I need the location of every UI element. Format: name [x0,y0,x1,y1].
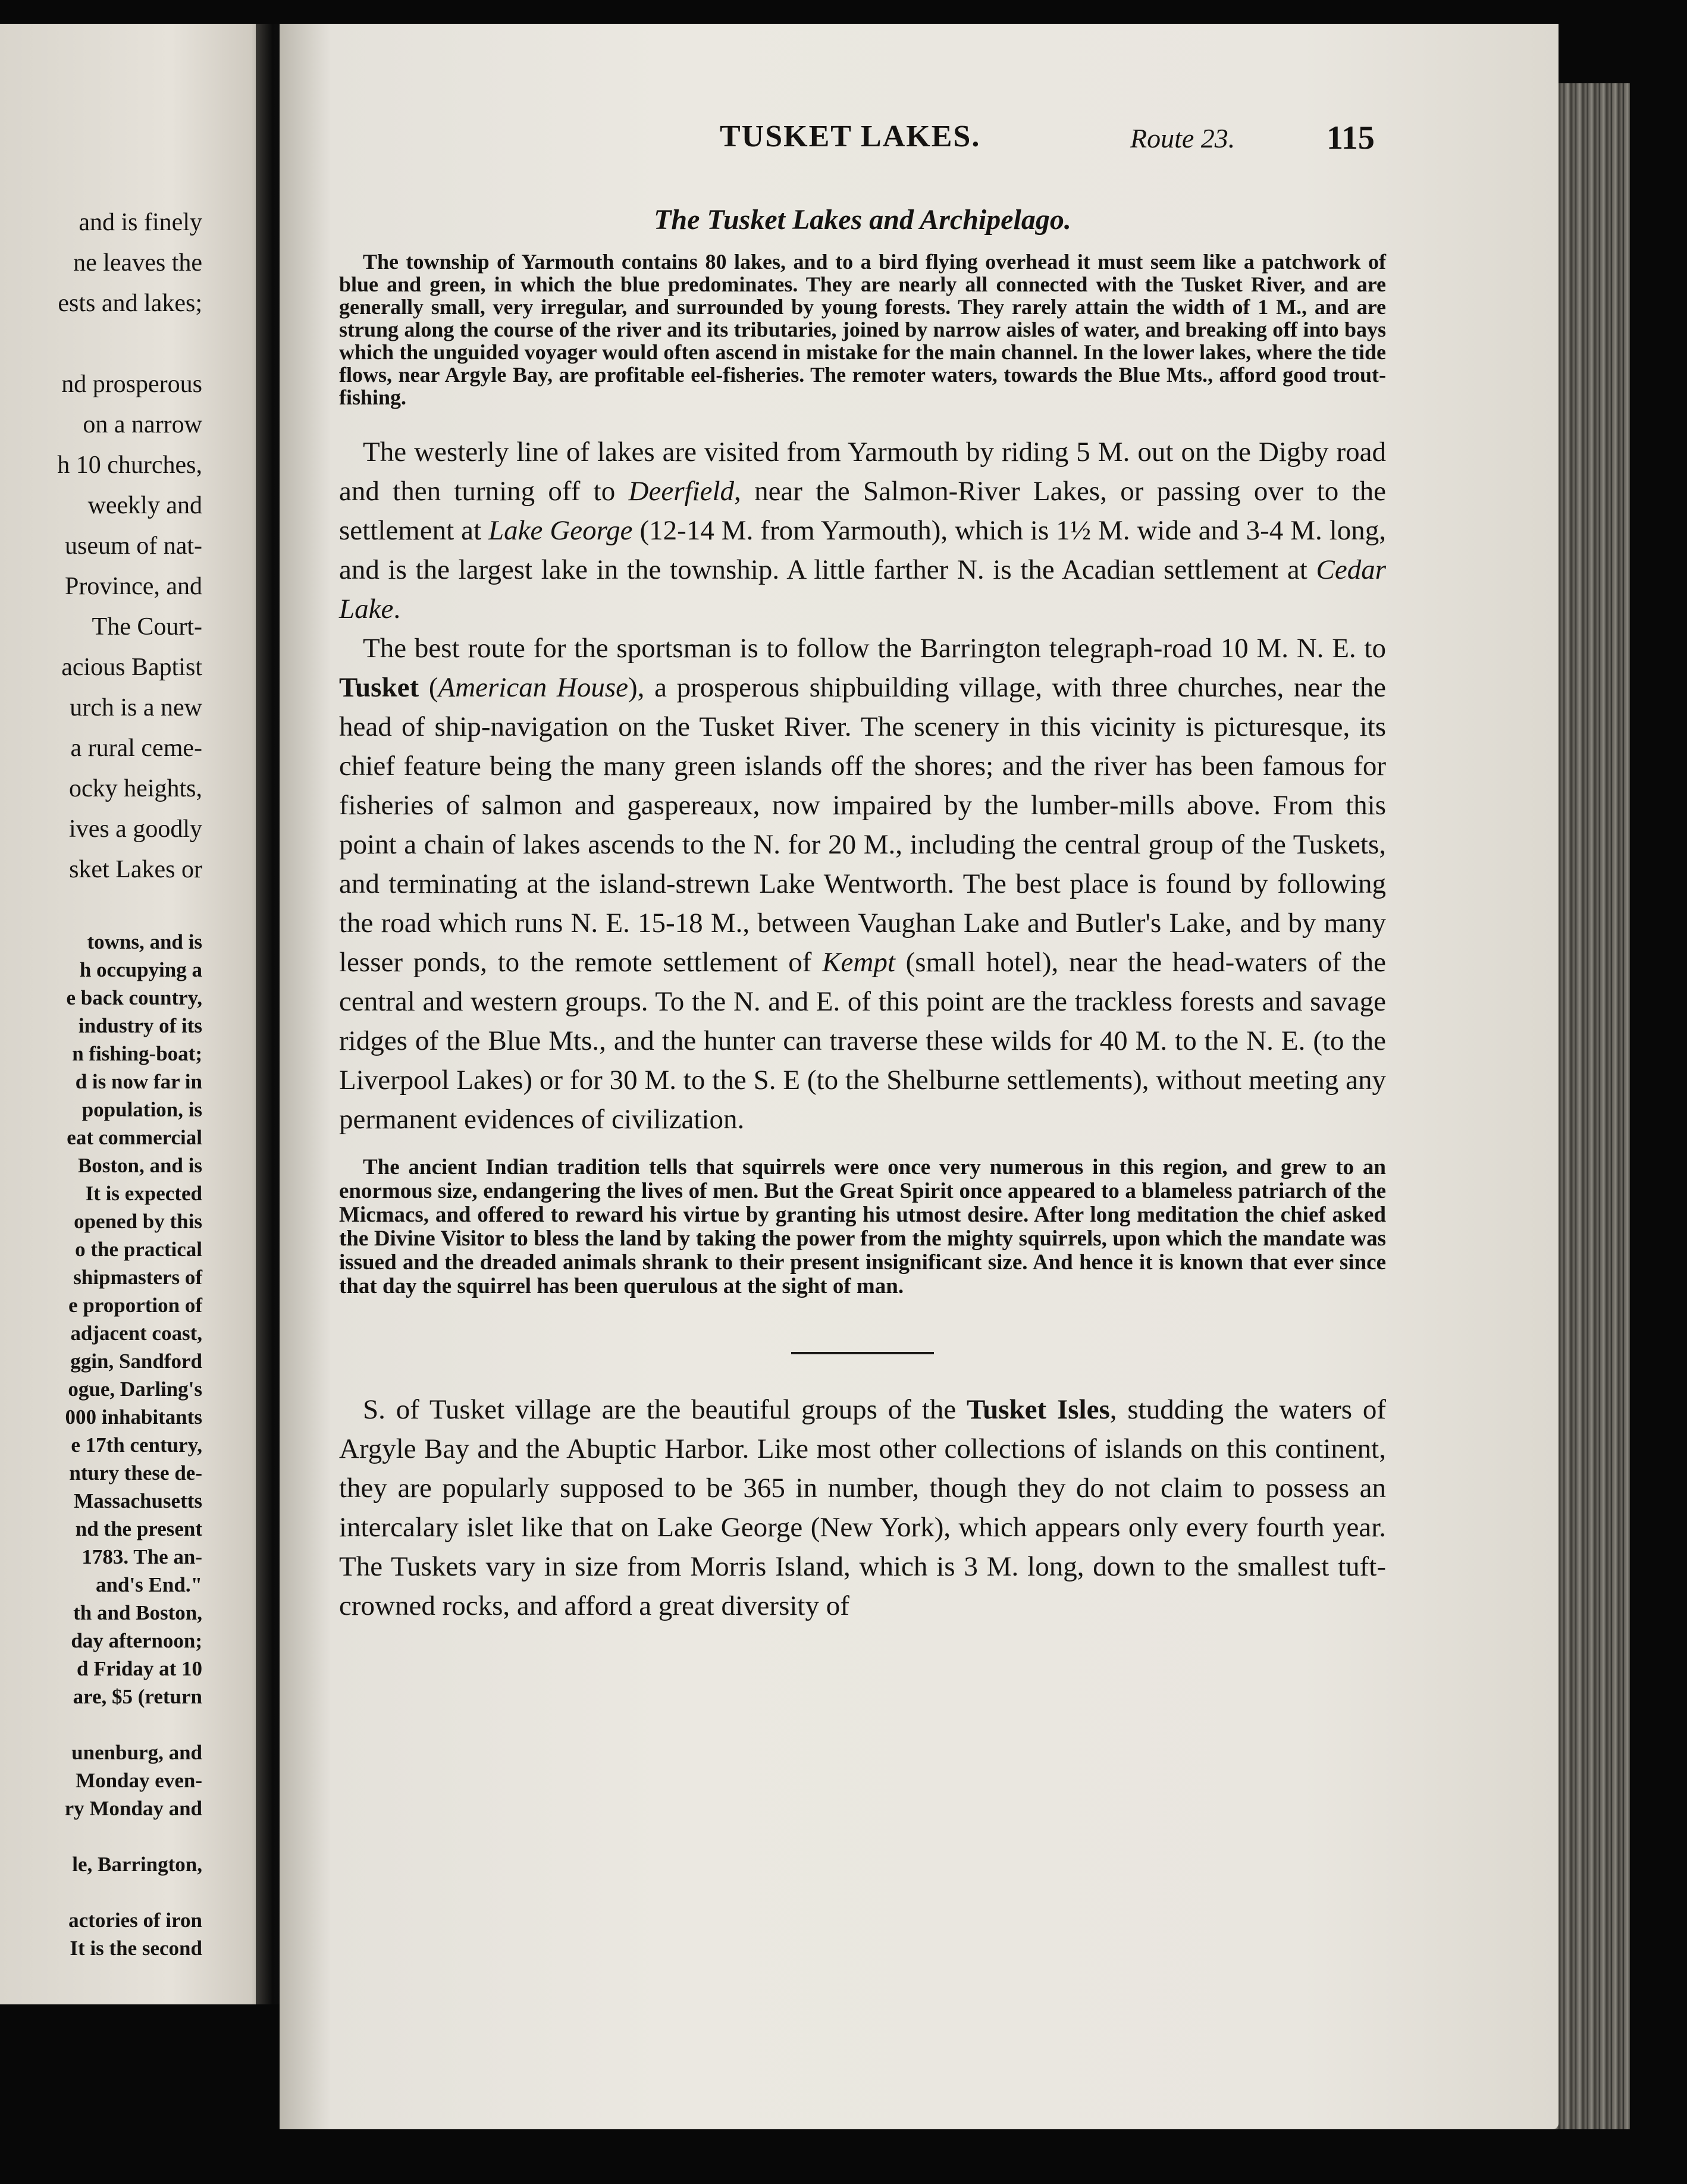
left-line: The Court- [92,613,202,641]
left-line: and's End." [96,1573,202,1596]
left-line [0,1822,202,1850]
left-line: Province, and [65,573,202,600]
left-line: and is finely [79,209,202,236]
left-line: population, is [81,1098,202,1121]
left-line: ives a goodly [69,815,202,843]
paragraph-westerly-lakes [339,432,1386,629]
intro-paragraph: The township of Yarmouth contains 80 lakes, and to a bird flying overhead it must seem like a patchwork of blue and green, in which the blue predominates. They are nearly all connected with the Tusket River, and are generally small, very irregular, and surrounded by young forests. They rarely attain the width of 1 M., and are strung along the course of the river and its tributaries, joined by narrow aisles of water, and breaking off into bays which the unguided voyager would often ascend in mistake for the main channel. In the lower lakes, where the tide flows, near Argyle Bay, are profitable eel-fisheries. The remoter waters, towards the Blue Mts., afford good trout-fishing. [339,250,1386,409]
left-line: n fishing-boat; [72,1042,202,1065]
left-line: ests and lakes; [58,290,202,317]
left-line: ntury these de- [69,1461,202,1485]
running-head [339,119,1386,172]
left-page [0,24,286,2004]
text-run: , near the Salmon-River Lakes, or passing over to the settlement at [339,476,1387,546]
left-page-column-top [0,202,202,890]
left-line: ne leaves the [73,249,202,277]
left-line: sket Lakes or [69,856,202,883]
left-line [0,1878,202,1906]
left-line: weekly and [87,492,202,519]
left-line: eat commercial [67,1126,202,1149]
place-cedar-lake: Cedar Lake [339,554,1386,625]
place-deerfield: Deerfield [628,476,735,507]
left-line: Massachusetts [74,1489,202,1513]
left-line [0,324,202,364]
left-line: d Friday at 10 [77,1657,202,1680]
hotel-american-house: American House [438,672,628,703]
text-run: ( [419,672,438,703]
left-line: towns, and is [87,930,202,953]
left-line: th and Boston, [73,1601,202,1624]
left-line: h occupying a [79,958,202,981]
left-line: unenburg, and [71,1741,202,1764]
left-line: actories of iron [68,1909,202,1932]
left-line: useum of nat- [65,532,202,560]
left-line: It is expected [85,1182,202,1205]
left-line: opened by this [74,1210,202,1233]
place-kempt: Kempt [822,947,895,978]
legend-paragraph: The ancient Indian tradition tells that squirrels were once very numerous in this region, and grew to an enormous size, endangering the lives of men. But the Great Spirit once appeared to a blameless patriarch of the Micmacs, and offered to reward his virtue by granting his utmost desire. After long meditation the chief asked the Divine Visitor to bless the land by taking the power from the mighty squirrels, upon which the mandate was issued and the dreaded animals shrank to their present insignificant size. And hence it is known that ever since that day the squirrel has been querulous at the sight of man. [339,1155,1386,1298]
text-run: ), a prosperous shipbuilding village, with three churches, near the head of ship-navigation on the Tusket River. The scenery in this vicinity is picturesque, its chief feature being the many green islands off the shores; and the river has been famous for fisheries of salmon and gaspereaux, now impaired by the lumber-mills above. From this point a chain of lakes ascends to the N. for 20 M., including the central group of the Tuskets, and terminating at the island-strewn Lake Wentworth. The best place is found by following the road which runs N. E. 15-18 M., between Vaughan Lake and Butler's Lake, and by many lesser ponds, to the remote settlement of [339,672,1386,978]
place-tusket-isles: Tusket Isles [967,1394,1110,1425]
place-tusket: Tusket [339,672,419,703]
left-line: e proportion of [68,1294,202,1317]
left-line: adjacent coast, [70,1322,202,1345]
left-line: nd prosperous [61,371,202,398]
text-run: , studding the waters of Argyle Bay and the Abuptic Harbor. Like most other collections of islands on this continent, they are popularly supposed to be 365 in number, though they do not claim to possess an intercalary islet like that on Lake George (New York), which appears only every fourth year. The Tuskets vary in size from Morris Island, which is 3 M. long, down to the smallest tuft-crowned rocks, and afford a great diversity of [339,1394,1387,1621]
paragraph-sportsman-route [339,629,1386,1139]
section-divider [791,1352,934,1354]
left-line: on a narrow [83,411,202,438]
left-line: e back country, [66,986,202,1009]
section-title: The Tusket Lakes and Archipelago. [654,204,1071,236]
page-number: 115 [1327,120,1375,156]
left-line: 000 inhabitants [65,1405,202,1429]
paragraph-tusket-isles [339,1390,1386,1626]
text-run: . [393,594,401,625]
left-line: h 10 churches, [57,451,202,479]
left-line: ry Monday and [64,1797,202,1820]
left-line: ggin, Sandford [70,1350,202,1373]
left-line: shipmasters of [73,1266,202,1289]
left-line [0,1711,202,1739]
text-run: (small hotel), near the head-waters of the central and western groups. To the N. and E. of this point are the trackless forests and savage ridges of the Blue Mts., and the hunter can traverse these wilds for 40 M. to the N. E. (to the Liverpool Lakes) or for 30 M. to the S. E (to the Shelburne settlements), without meeting any permanent evidences of civilization. [339,947,1386,1135]
text-run: S. of Tusket village are the beautiful groups of the [363,1394,967,1425]
page-content [339,119,1386,1626]
left-line: le, Barrington, [72,1853,202,1876]
left-line: day afternoon; [71,1629,202,1652]
left-line: a rural ceme- [70,735,202,762]
left-line: ocky heights, [69,775,202,802]
left-line: Monday even- [76,1769,202,1792]
left-line: e 17th century, [71,1433,202,1457]
left-line: d is now far in [75,1070,202,1093]
place-lake-george: Lake George [488,515,633,546]
left-line: nd the present [75,1517,202,1540]
running-head-route: Route 23. [1130,123,1236,153]
left-line: ogue, Darling's [68,1377,202,1401]
left-page-column-bottom [0,928,202,1962]
left-line: Boston, and is [77,1154,202,1177]
text-run: The westerly line of lakes are visited from Yarmouth by riding 5 M. out on the Digby road and then turning off to [339,437,1386,507]
left-line: o the practical [75,1238,202,1261]
left-line: urch is a new [70,694,202,721]
text-run: The best route for the sportsman is to follow the Barrington telegraph-road 10 M. N. E. to [363,633,1386,664]
left-line: 1783. The an- [81,1545,202,1568]
text-run: (12-14 M. from Yarmouth), which is 1½ M. wide and 3-4 M. long, and is the largest lake in the township. A little farther N. is the Acadian settlement at [339,515,1387,585]
left-line: industry of its [78,1014,202,1037]
left-line: are, $5 (return [73,1685,202,1708]
left-line: It is the second [70,1937,202,1960]
running-head-title: TUSKET LAKES. [720,120,981,153]
left-line: acious Baptist [61,654,202,681]
